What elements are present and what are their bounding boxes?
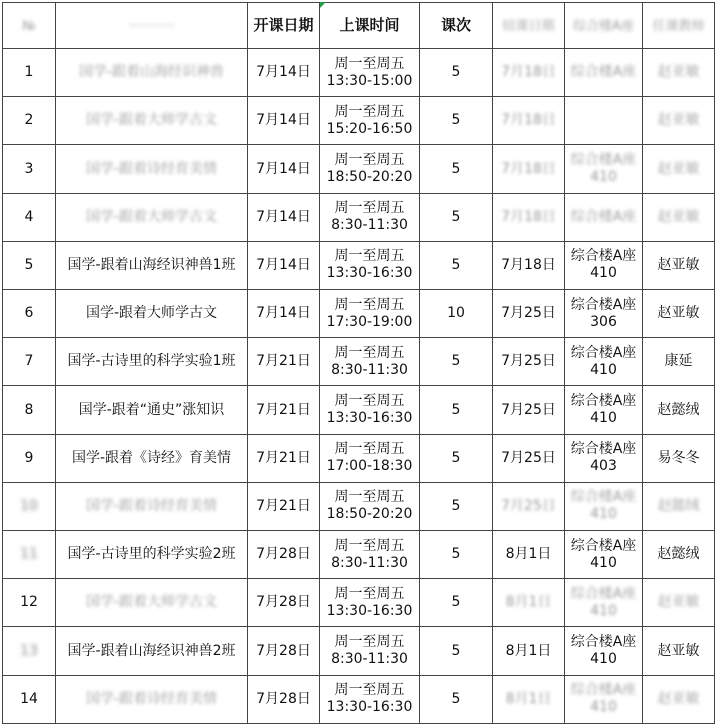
table-row <box>3 97 715 145</box>
table-row <box>3 241 715 289</box>
classroom-building: 综合楼A座 <box>570 634 637 651</box>
start-date-text: 7月21日 <box>256 401 311 418</box>
start-date <box>248 290 320 338</box>
classroom-building: 综合楼A座 <box>570 393 637 410</box>
classroom-number: 306 <box>590 313 617 330</box>
session-count <box>420 386 493 434</box>
end-date-text: 7月18日 <box>501 208 556 225</box>
course-name <box>56 145 248 193</box>
classroom <box>565 434 643 482</box>
end-date <box>493 193 565 241</box>
end-date-text: 7月25日 <box>501 353 556 370</box>
row-index-text: 2 <box>24 112 34 129</box>
classroom-number: 403 <box>590 458 617 475</box>
teacher-name: 赵亚敏 <box>657 690 700 707</box>
row-index-text: 10 <box>20 497 38 514</box>
class-time <box>320 675 420 723</box>
table-row <box>3 531 715 579</box>
start-date-text: 7月28日 <box>256 546 311 563</box>
course-schedule-table <box>2 2 715 724</box>
start-date <box>248 434 320 482</box>
teacher-name: 赵亚敏 <box>657 112 700 129</box>
header-index: № <box>3 3 56 49</box>
course-name-text: 国学-古诗里的科学实验1班 <box>67 353 236 370</box>
row-index-text: 12 <box>20 594 38 611</box>
row-index <box>3 531 56 579</box>
end-date <box>493 627 565 675</box>
end-date-text: 8月1日 <box>505 594 552 611</box>
session-count-text: 5 <box>451 449 461 466</box>
classroom <box>565 482 643 530</box>
end-date-text: 7月18日 <box>501 256 556 273</box>
header-end-date: 结课日期 <box>493 3 565 49</box>
teacher-name: 赵亚敏 <box>657 305 700 322</box>
start-date <box>248 675 320 723</box>
classroom-number: 410 <box>590 169 617 185</box>
session-count-text: 5 <box>451 401 461 418</box>
course-name <box>56 579 248 627</box>
classroom-building: 综合楼A座 <box>570 296 637 313</box>
row-index <box>3 290 56 338</box>
start-date <box>248 482 320 530</box>
end-date-text: 7月25日 <box>501 449 556 466</box>
row-index-text: 4 <box>24 208 34 225</box>
teacher-name: 赵懿绒 <box>657 497 700 514</box>
course-name-text: 国学-古诗里的科学实验2班 <box>67 546 236 563</box>
row-index <box>3 482 56 530</box>
session-count <box>420 579 493 627</box>
header-location: 综合楼A座 <box>565 3 643 49</box>
start-date <box>248 241 320 289</box>
table-row <box>3 627 715 675</box>
class-days: 周一至周五 <box>334 585 405 602</box>
end-date-text: 7月25日 <box>501 497 556 514</box>
row-index-text: 1 <box>24 64 34 81</box>
cell-marker <box>320 2 326 8</box>
table-row <box>3 675 715 723</box>
course-name <box>56 434 248 482</box>
course-name <box>56 193 248 241</box>
start-date-text: 7月14日 <box>256 112 311 129</box>
course-name-text: 国学-跟着山海经识神兽 <box>78 64 225 81</box>
class-days: 周一至周五 <box>334 393 405 410</box>
course-name-text: 国学-跟着诗经育美情 <box>85 690 218 707</box>
class-days: 周一至周五 <box>334 296 405 313</box>
class-hours: 13:30-16:30 <box>326 265 413 282</box>
class-hours: 17:00-18:30 <box>326 458 413 475</box>
session-count <box>420 145 493 193</box>
class-time <box>320 193 420 241</box>
class-days: 周一至周五 <box>334 103 405 120</box>
start-date <box>248 193 320 241</box>
start-date <box>248 627 320 675</box>
start-date <box>248 97 320 145</box>
classroom-building: 综合楼A座 <box>570 64 637 81</box>
class-time <box>320 482 420 530</box>
session-count-text: 5 <box>451 642 461 659</box>
start-date <box>248 145 320 193</box>
teacher-name: 赵懿绒 <box>657 546 700 563</box>
table-row <box>3 386 715 434</box>
session-count-text: 5 <box>451 160 461 177</box>
class-hours: 18:50-20:20 <box>326 506 413 523</box>
class-days: 周一至周五 <box>334 682 405 699</box>
course-name-text: 国学-跟着大师学古文 <box>85 594 218 611</box>
end-date-text: 7月25日 <box>501 401 556 418</box>
end-date <box>493 49 565 97</box>
session-count-text: 5 <box>451 64 461 81</box>
row-index-text: 3 <box>24 160 34 177</box>
teacher-name: 赵亚敏 <box>657 594 700 611</box>
row-index <box>3 627 56 675</box>
row-index <box>3 338 56 386</box>
class-hours: 8:30-11:30 <box>331 651 408 668</box>
start-date-text: 7月14日 <box>256 305 311 322</box>
class-days: 周一至周五 <box>334 441 405 458</box>
teacher <box>643 531 715 579</box>
teacher <box>643 290 715 338</box>
teacher-name: 赵亚敏 <box>657 160 700 177</box>
session-count <box>420 627 493 675</box>
course-name-text: 国学-跟着大师学古文 <box>85 305 218 322</box>
class-hours: 15:20-16:50 <box>326 120 413 137</box>
end-date <box>493 97 565 145</box>
end-date-text: 7月18日 <box>501 112 556 129</box>
end-date <box>493 145 565 193</box>
row-index <box>3 579 56 627</box>
end-date <box>493 579 565 627</box>
table-row <box>3 49 715 97</box>
end-date-text: 8月1日 <box>505 546 552 563</box>
class-hours: 13:30-15:00 <box>326 72 413 89</box>
classroom-number: 410 <box>590 699 617 716</box>
row-index-text: 13 <box>20 642 38 659</box>
session-count <box>420 434 493 482</box>
course-name <box>56 531 248 579</box>
classroom-number: 410 <box>590 410 617 427</box>
classroom-number: 410 <box>590 506 617 523</box>
start-date-text: 7月14日 <box>256 64 311 81</box>
header-row <box>3 3 715 49</box>
end-date-text: 7月25日 <box>501 305 556 322</box>
table-row <box>3 482 715 530</box>
table-body <box>3 49 715 724</box>
table-row <box>3 290 715 338</box>
header-sessions: 课次 <box>420 3 493 49</box>
session-count-text: 5 <box>451 594 461 611</box>
classroom <box>565 241 643 289</box>
row-index-text: 7 <box>24 353 34 370</box>
course-name-text: 国学-跟着山海经识神兽2班 <box>67 642 236 659</box>
row-index <box>3 386 56 434</box>
session-count-text: 10 <box>447 305 465 322</box>
row-index <box>3 97 56 145</box>
course-name-text: 国学-跟着“通史”涨知识 <box>78 401 225 418</box>
end-date <box>493 290 565 338</box>
course-name-text: 国学-跟着诗经育美情 <box>85 497 218 514</box>
end-date <box>493 241 565 289</box>
session-count-text: 5 <box>451 112 461 129</box>
class-hours: 13:30-16:30 <box>326 410 413 427</box>
course-name <box>56 482 248 530</box>
end-date-text: 7月18日 <box>501 64 556 81</box>
teacher <box>643 434 715 482</box>
session-count <box>420 338 493 386</box>
session-count-text: 5 <box>451 208 461 225</box>
teacher <box>643 675 715 723</box>
teacher-name: 赵亚敏 <box>657 64 700 81</box>
row-index <box>3 145 56 193</box>
session-count-text: 5 <box>451 353 461 370</box>
classroom-building: 综合楼A座 <box>570 585 637 602</box>
start-date-text: 7月21日 <box>256 449 311 466</box>
table-row <box>3 579 715 627</box>
classroom-number: 410 <box>590 554 617 571</box>
teacher <box>643 386 715 434</box>
start-date-text: 7月14日 <box>256 256 311 273</box>
end-date-text: 7月18日 <box>501 160 556 177</box>
start-date <box>248 531 320 579</box>
classroom-number: 410 <box>590 651 617 668</box>
session-count <box>420 97 493 145</box>
classroom-number: 410 <box>590 361 617 378</box>
teacher-name: 康延 <box>664 353 693 370</box>
row-index-text: 14 <box>20 690 38 707</box>
classroom-number: 410 <box>590 602 617 619</box>
end-date <box>493 338 565 386</box>
session-count <box>420 675 493 723</box>
row-index <box>3 49 56 97</box>
session-count <box>420 241 493 289</box>
teacher-name: 赵懿绒 <box>657 401 700 418</box>
classroom <box>565 675 643 723</box>
class-time <box>320 386 420 434</box>
session-count <box>420 482 493 530</box>
teacher-name: 赵亚敏 <box>657 256 700 273</box>
start-date <box>248 338 320 386</box>
row-index-text: 11 <box>20 546 38 563</box>
session-count <box>420 531 493 579</box>
end-date <box>493 386 565 434</box>
class-days: 周一至周五 <box>334 248 405 265</box>
row-index-text: 8 <box>24 401 34 418</box>
teacher <box>643 193 715 241</box>
header-start-date: 开课日期 <box>248 3 320 49</box>
start-date-text: 7月28日 <box>256 594 311 611</box>
class-time <box>320 531 420 579</box>
teacher <box>643 482 715 530</box>
class-days: 周一至周五 <box>334 200 405 217</box>
teacher-name: 赵亚敏 <box>657 642 700 659</box>
session-count <box>420 193 493 241</box>
teacher <box>643 579 715 627</box>
class-days: 周一至周五 <box>334 537 405 554</box>
class-days: 周一至周五 <box>334 489 405 506</box>
header-teacher: 任课教师 <box>643 3 715 49</box>
teacher <box>643 145 715 193</box>
row-index <box>3 434 56 482</box>
class-hours: 8:30-11:30 <box>331 554 408 571</box>
class-time <box>320 627 420 675</box>
classroom <box>565 97 643 145</box>
course-name <box>56 338 248 386</box>
classroom-building: 综合楼A座 <box>570 344 637 361</box>
course-name-text: 国学-跟着《诗经》育美情 <box>71 449 232 466</box>
classroom <box>565 627 643 675</box>
table-row <box>3 338 715 386</box>
classroom-building: 综合楼A座 <box>570 152 637 168</box>
table-row <box>3 193 715 241</box>
teacher-name: 赵亚敏 <box>657 208 700 225</box>
course-name <box>56 241 248 289</box>
row-index-text: 9 <box>24 449 34 466</box>
course-name <box>56 290 248 338</box>
teacher-name: 易冬冬 <box>657 449 700 466</box>
header-course: ··········· <box>56 3 248 49</box>
end-date <box>493 434 565 482</box>
session-count <box>420 290 493 338</box>
classroom-building: 综合楼A座 <box>570 208 637 225</box>
class-days: 周一至周五 <box>334 634 405 651</box>
classroom <box>565 338 643 386</box>
class-hours: 18:50-20:20 <box>326 169 413 185</box>
classroom-building: 综合楼A座 <box>570 682 637 699</box>
end-date <box>493 675 565 723</box>
teacher <box>643 97 715 145</box>
class-time <box>320 241 420 289</box>
classroom <box>565 386 643 434</box>
course-name <box>56 386 248 434</box>
class-hours: 8:30-11:30 <box>331 361 408 378</box>
class-hours: 13:30-16:30 <box>326 602 413 619</box>
course-name <box>56 627 248 675</box>
end-date-text: 8月1日 <box>505 642 552 659</box>
class-days: 周一至周五 <box>334 344 405 361</box>
course-name-text: 国学-跟着大师学古文 <box>85 112 218 129</box>
class-days: 周一至周五 <box>334 55 405 72</box>
classroom <box>565 193 643 241</box>
row-index <box>3 193 56 241</box>
end-date-text: 8月1日 <box>505 690 552 707</box>
session-count-text: 5 <box>451 497 461 514</box>
class-time <box>320 97 420 145</box>
row-index-text: 6 <box>24 305 34 322</box>
start-date <box>248 49 320 97</box>
table-row <box>3 145 715 193</box>
start-date-text: 7月28日 <box>256 690 311 707</box>
course-name <box>56 675 248 723</box>
course-name-text: 国学-跟着山海经识神兽1班 <box>67 256 236 273</box>
class-time <box>320 338 420 386</box>
classroom <box>565 145 643 193</box>
teacher <box>643 49 715 97</box>
row-index-text: 5 <box>24 256 34 273</box>
classroom <box>565 290 643 338</box>
class-time <box>320 579 420 627</box>
session-count-text: 5 <box>451 256 461 273</box>
teacher <box>643 241 715 289</box>
start-date-text: 7月28日 <box>256 642 311 659</box>
start-date <box>248 579 320 627</box>
row-index <box>3 675 56 723</box>
header-class-time: 上课时间 <box>320 3 420 49</box>
end-date <box>493 482 565 530</box>
classroom-building: 综合楼A座 <box>570 441 637 458</box>
start-date-text: 7月21日 <box>256 497 311 514</box>
course-name <box>56 97 248 145</box>
classroom <box>565 49 643 97</box>
class-hours: 13:30-16:30 <box>326 699 413 716</box>
teacher <box>643 338 715 386</box>
table-row <box>3 434 715 482</box>
start-date-text: 7月14日 <box>256 208 311 225</box>
class-time <box>320 434 420 482</box>
classroom <box>565 531 643 579</box>
classroom <box>565 579 643 627</box>
class-hours: 17:30-19:00 <box>326 313 413 330</box>
class-time <box>320 145 420 193</box>
class-hours: 8:30-11:30 <box>331 217 408 234</box>
start-date <box>248 386 320 434</box>
session-count-text: 5 <box>451 690 461 707</box>
class-time <box>320 49 420 97</box>
start-date-text: 7月21日 <box>256 353 311 370</box>
start-date-text: 7月14日 <box>256 160 311 177</box>
classroom-number: 410 <box>590 265 617 282</box>
session-count <box>420 49 493 97</box>
course-name <box>56 49 248 97</box>
course-name-text: 国学-跟着诗经育美情 <box>85 160 218 177</box>
classroom-building: 综合楼A座 <box>570 537 637 554</box>
course-name-text: 国学-跟着大师学古文 <box>85 208 218 225</box>
classroom-building: 综合楼A座 <box>570 489 637 506</box>
teacher <box>643 627 715 675</box>
end-date <box>493 531 565 579</box>
class-days: 周一至周五 <box>334 152 405 168</box>
classroom-building: 综合楼A座 <box>570 248 637 265</box>
row-index <box>3 241 56 289</box>
class-time <box>320 290 420 338</box>
session-count-text: 5 <box>451 546 461 563</box>
